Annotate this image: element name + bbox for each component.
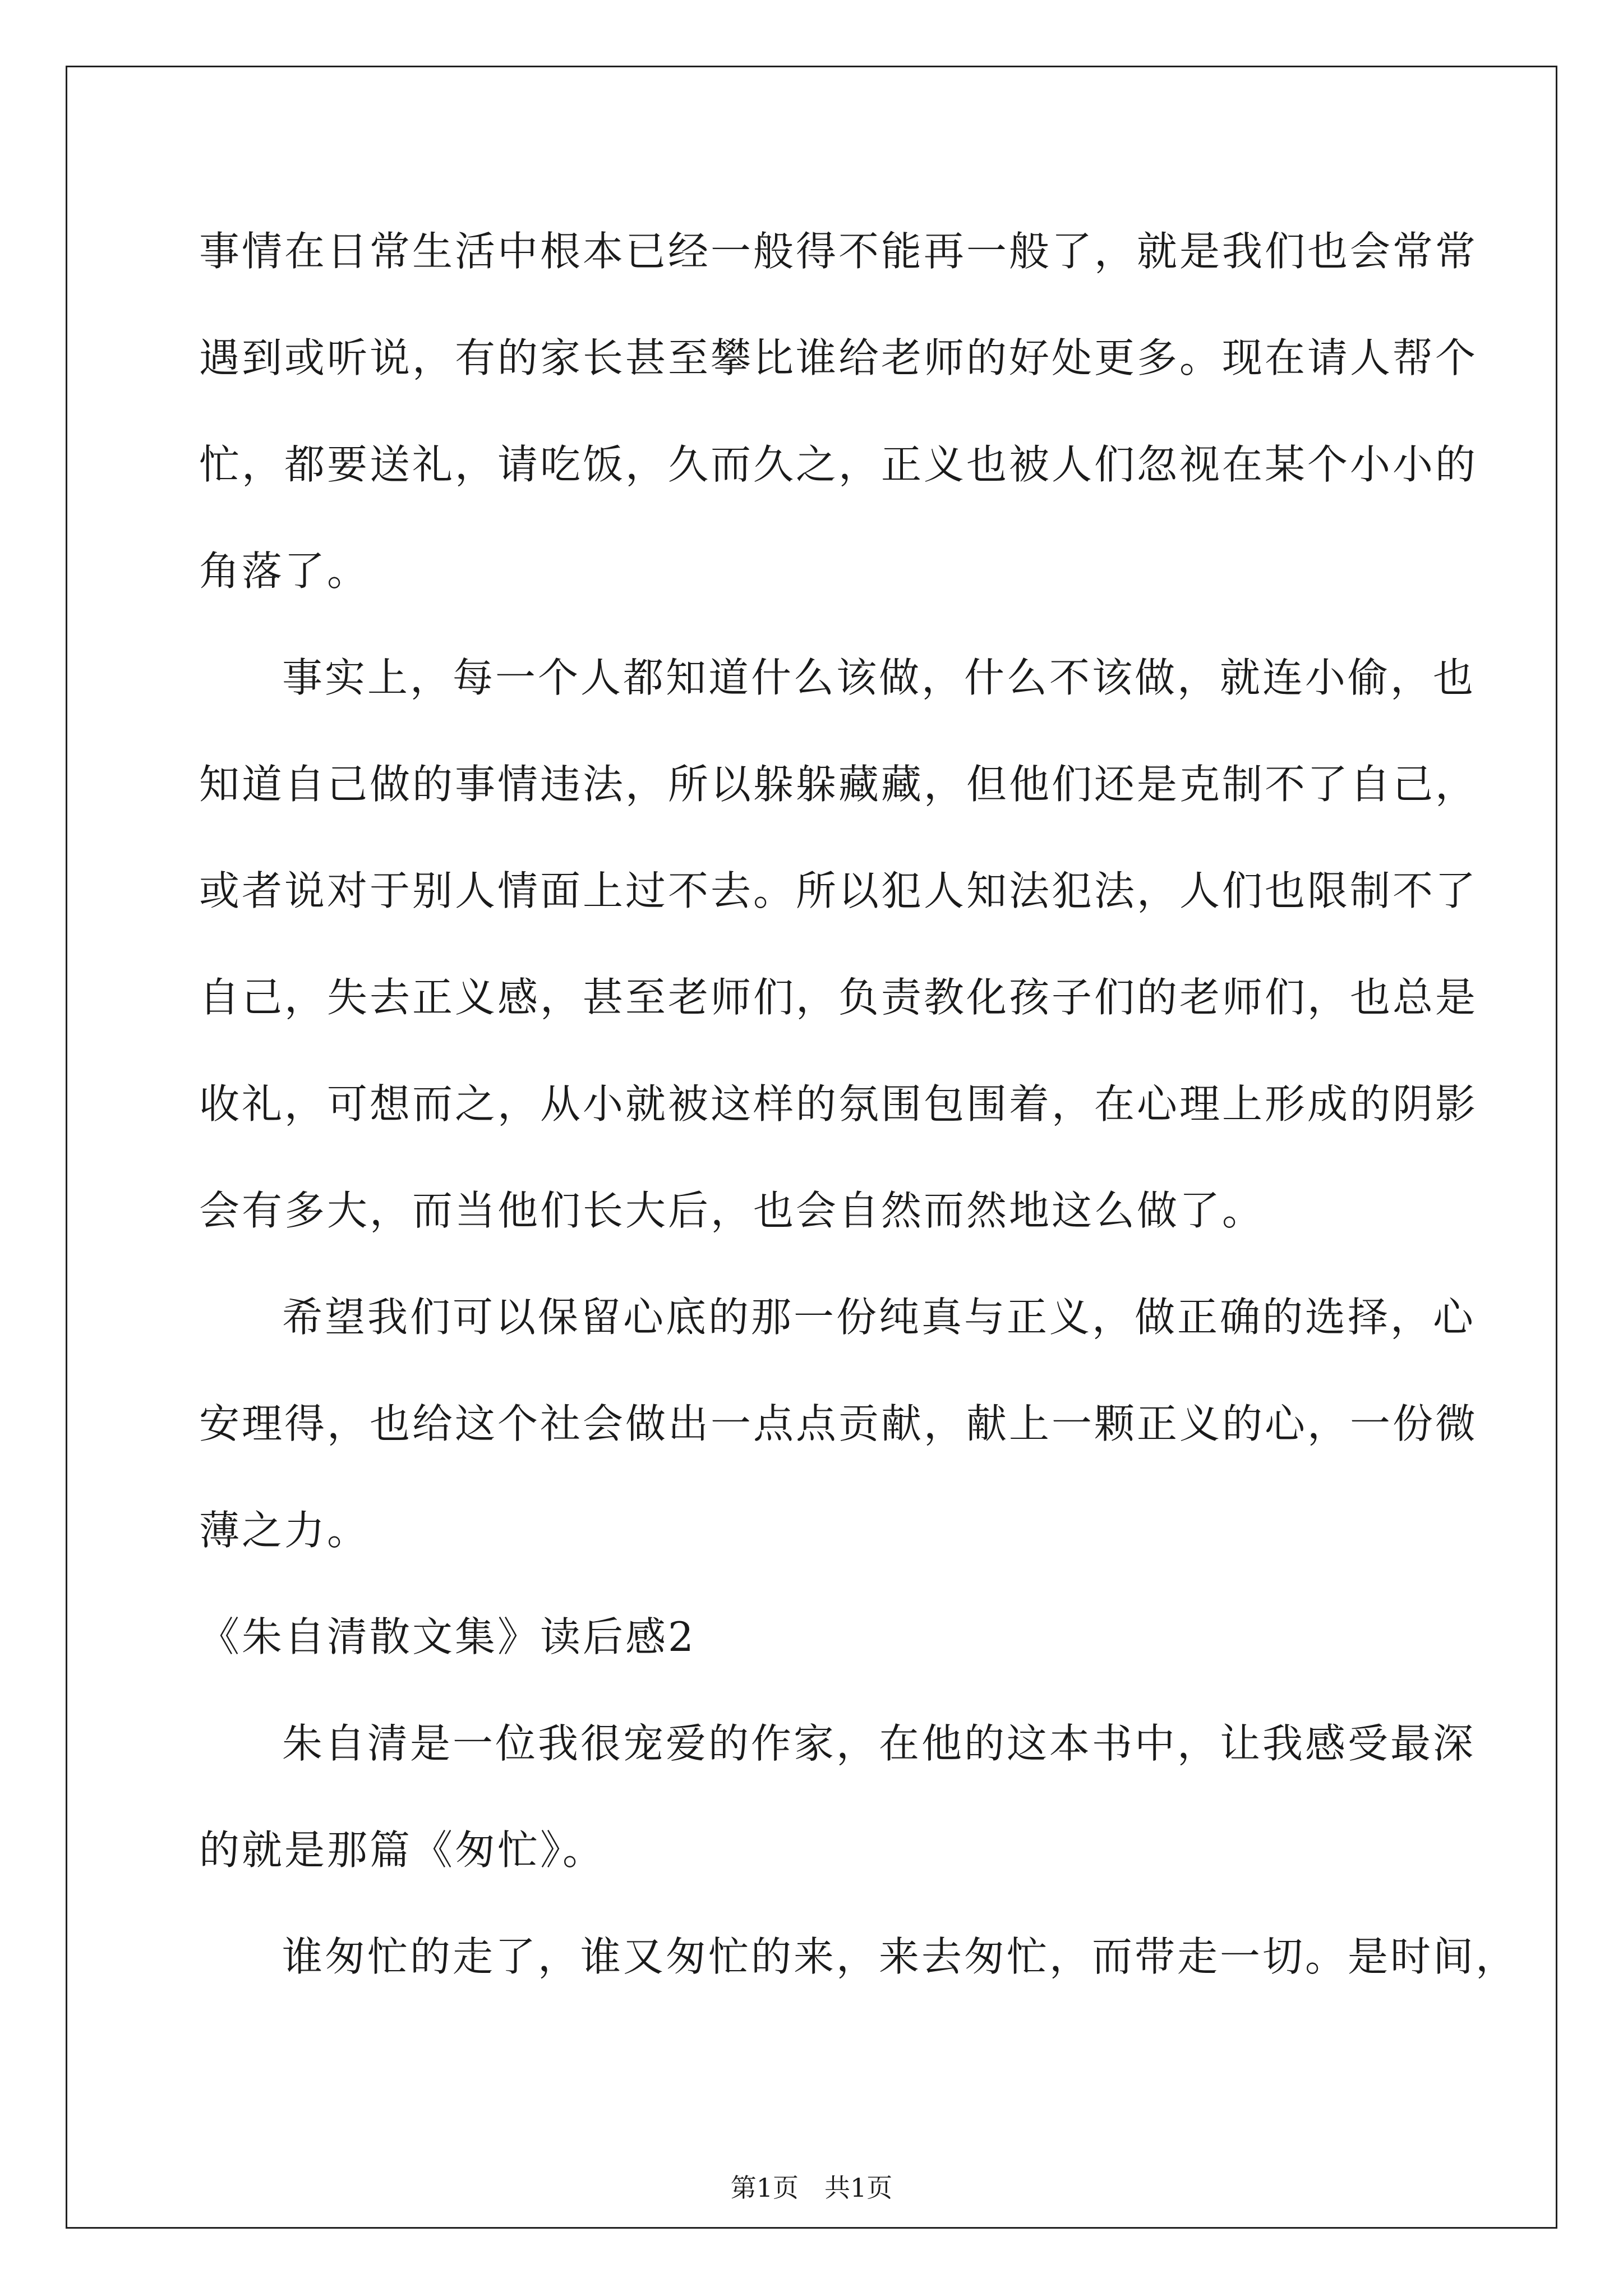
page-number-footer: 第1页 共1页 [730,2173,893,2203]
paragraph-line: 谁匆忙的走了，谁又匆忙的来，来去匆忙，而带走一切。是时间， [282,1933,1519,1980]
paragraph-line: 会有多大，而当他们长大后，也会自然而然地这么做了。 [199,1187,1265,1234]
paragraph-line: 遇到或听说，有的家长甚至攀比谁给老师的好处更多。现在请人帮个 [199,334,1478,381]
paragraph-line: 忙，都要送礼，请吃饭，久而久之，正义也被人们忽视在某个小小的 [199,441,1478,488]
paragraph-line: 或者说对于别人情面上过不去。所以犯人知法犯法，人们也限制不了 [199,867,1478,914]
section-heading: 《朱自清散文集》读后感2 [199,1613,696,1660]
page-border [66,66,1557,2229]
paragraph-line: 收礼，可想而之，从小就被这样的氛围包围着，在心理上形成的阴影 [199,1080,1478,1128]
paragraph-line: 角落了。 [199,547,370,595]
paragraph-line: 事情在日常生活中根本已经一般得不能再一般了，就是我们也会常常 [199,228,1478,275]
paragraph-line: 自己，失去正义感，甚至老师们，负责教化孩子们的老师们，也总是 [199,974,1478,1021]
paragraph-line: 安理得，也给这个社会做出一点点贡献，献上一颗正义的心，一份微 [199,1400,1478,1447]
paragraph-line: 事实上，每一个人都知道什么该做，什么不该做，就连小偷，也 [282,654,1476,701]
paragraph-line: 的就是那篇《匆忙》。 [199,1826,606,1874]
paragraph-line: 薄之力。 [199,1507,370,1554]
paragraph-line: 希望我们可以保留心底的那一份纯真与正义，做正确的选择，心 [282,1294,1476,1341]
paragraph-line: 知道自己做的事情违法，所以躲躲藏藏，但他们还是克制不了自己， [199,761,1478,808]
paragraph-line: 朱自清是一位我很宠爱的作家，在他的这本书中，让我感受最深 [282,1720,1476,1767]
